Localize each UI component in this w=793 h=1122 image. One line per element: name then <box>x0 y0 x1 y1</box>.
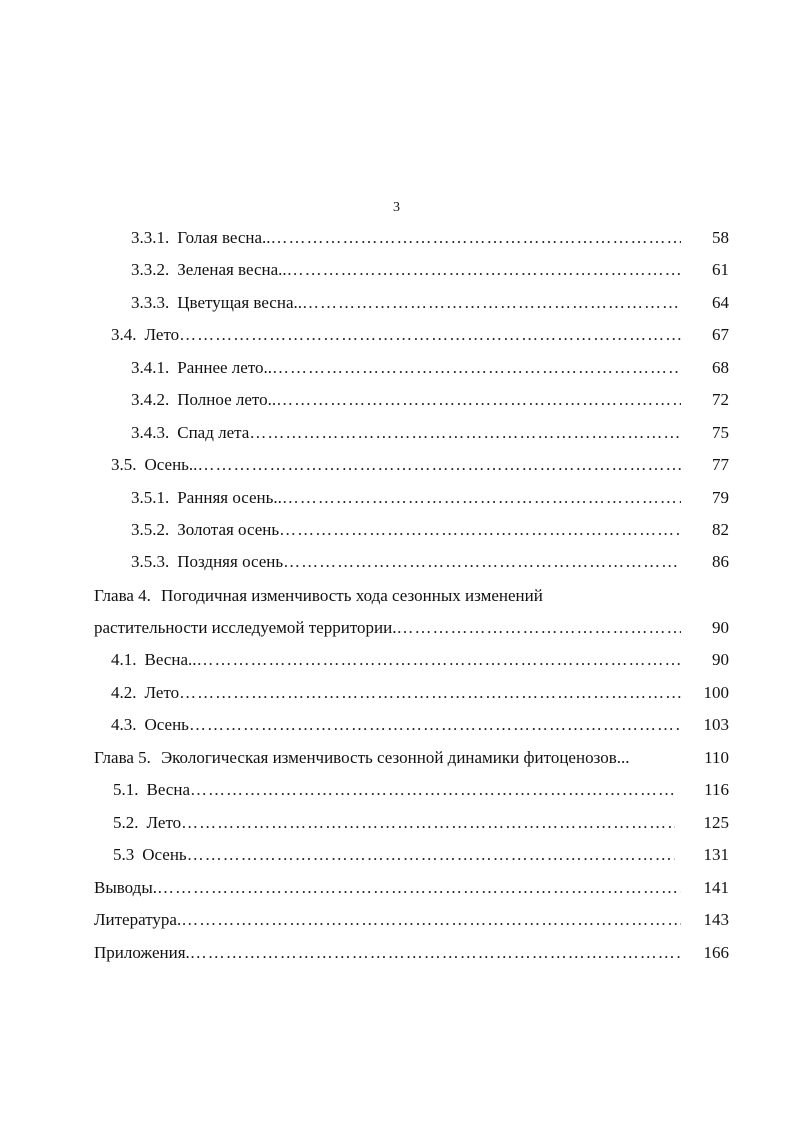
toc-entry-number: 3.4. <box>111 325 137 344</box>
toc-entry-number: 5.3 <box>113 845 135 864</box>
toc-entry-title: Приложения. <box>94 943 190 962</box>
toc-entry-number: 3.4.2. <box>131 390 170 409</box>
leader-dots <box>187 839 675 871</box>
toc-entry-number: 4.3. <box>111 715 137 734</box>
toc-entry-title: Лето <box>144 325 180 344</box>
toc-entry-number: 3.3.2. <box>131 260 170 279</box>
toc-entry-title: Голая весна.. <box>177 228 271 247</box>
toc-entry-title: Осень.. <box>144 455 198 474</box>
toc-entry <box>0 222 793 254</box>
toc-entry <box>0 449 793 481</box>
leader-dots <box>283 546 681 578</box>
toc-entry-title: Погодичная изменчивость хода сезонных изменений <box>160 586 543 605</box>
toc-entry-title-continued: растительности исследуемой территории. <box>94 618 397 637</box>
toc-entry-page: 67 <box>712 325 729 344</box>
leader-dots <box>271 222 681 254</box>
toc-entry-page: 166 <box>703 943 729 962</box>
leader-dots <box>190 774 675 806</box>
toc-entry-page: 61 <box>712 260 729 279</box>
leader-dots <box>197 644 682 676</box>
toc-entry-title: Ранняя осень.. <box>177 488 282 507</box>
page-number: 3 <box>393 200 400 215</box>
toc-entry <box>0 319 793 351</box>
toc-entry-page: 90 <box>712 650 729 669</box>
leader-dots <box>302 287 681 319</box>
toc-entry <box>0 352 793 384</box>
leader-dots <box>287 254 681 286</box>
toc-entry <box>0 417 793 449</box>
leader-dots <box>157 872 681 904</box>
toc-entry <box>0 546 793 578</box>
toc-entry-title: Весна <box>146 780 190 799</box>
toc-entry-page: 110 <box>704 748 729 767</box>
toc-entry-number: 5.1. <box>113 780 139 799</box>
leader-dots <box>279 514 681 546</box>
leader-dots <box>282 482 681 514</box>
leader-dots <box>179 677 681 709</box>
toc-entry-title: Раннее лето.. <box>177 358 273 377</box>
toc-entry <box>0 384 793 416</box>
toc-entry <box>0 709 793 741</box>
leader-dots <box>181 807 675 839</box>
toc-entry-number: 3.5.1. <box>131 488 170 507</box>
toc-entry <box>0 774 793 806</box>
toc-entry <box>0 904 793 936</box>
toc-entry-title: Цветущая весна.. <box>177 293 302 312</box>
toc-entry <box>0 514 793 546</box>
toc-entry-page: 143 <box>703 910 729 929</box>
toc-entry <box>0 644 793 676</box>
toc-entry-title: Золотая осень <box>177 520 280 539</box>
toc-entry <box>0 677 793 709</box>
toc-entry-title: Спад лета <box>177 423 250 442</box>
toc-entry-page: 125 <box>703 813 729 832</box>
leader-dots <box>197 449 681 481</box>
toc-entry-page: 77 <box>712 455 729 474</box>
toc-entry-page: 116 <box>704 780 729 799</box>
toc-entry-number: 5.2. <box>113 813 139 832</box>
toc-entry-number: 3.4.3. <box>131 423 170 442</box>
toc-entry-page: 100 <box>703 683 729 702</box>
toc-entry-title: Осень <box>144 715 189 734</box>
toc-entry-page: 72 <box>712 390 729 409</box>
toc-entry-page: 103 <box>703 715 729 734</box>
leader-dots <box>249 417 681 449</box>
toc-entry-number: 3.5.2. <box>131 520 170 539</box>
toc-entry-page: 58 <box>712 228 729 247</box>
toc-entry-number: 3.3.3. <box>131 293 170 312</box>
leader-dots <box>272 352 681 384</box>
toc-entry <box>0 612 793 644</box>
toc-entry-page: 131 <box>703 845 729 864</box>
leader-dots <box>396 612 681 644</box>
leader-dots <box>190 937 681 969</box>
toc-entry-page: 79 <box>712 488 729 507</box>
leader-dots <box>179 319 681 351</box>
toc-entry-title: Лето <box>144 683 180 702</box>
toc-entry-number: 3.3.1. <box>131 228 170 247</box>
chapter-heading <box>0 580 793 612</box>
toc-entry-number: Глава 5. <box>94 748 151 767</box>
toc-entry-title: Лето <box>146 813 182 832</box>
toc-entry-page: 90 <box>712 618 729 637</box>
toc-entry <box>0 839 793 871</box>
toc-entry-page: 82 <box>712 520 729 539</box>
chapter-heading <box>0 742 793 774</box>
toc-entry-number: 4.2. <box>111 683 137 702</box>
toc-entry <box>0 807 793 839</box>
toc-entry <box>0 254 793 286</box>
leader-dots <box>189 709 681 741</box>
toc-entry <box>0 872 793 904</box>
toc-entry-title: Выводы. <box>94 878 158 897</box>
toc-entry <box>0 937 793 969</box>
toc-entry-page: 86 <box>712 552 729 571</box>
toc-entry-title: Весна.. <box>144 650 197 669</box>
toc-entry-title: Зеленая весна.. <box>177 260 287 279</box>
leader-dots <box>276 384 681 416</box>
toc-entry <box>0 287 793 319</box>
toc-entry-number: 3.5.3. <box>131 552 170 571</box>
toc-entry-page: 75 <box>712 423 729 442</box>
toc-entry-title: Экологическая изменчивость сезонной динамики фитоценозов... <box>160 748 630 767</box>
toc-entry-title: Полное лето.. <box>177 390 277 409</box>
toc-entry-page: 141 <box>703 878 729 897</box>
toc-entry-title: Литература. <box>94 910 182 929</box>
leader-dots <box>181 904 681 936</box>
toc-entry <box>0 482 793 514</box>
toc-entry-page: 68 <box>712 358 729 377</box>
toc-entry-title: Осень <box>142 845 187 864</box>
toc-entry-number: 4.1. <box>111 650 137 669</box>
toc-entry-number: Глава 4. <box>94 586 151 605</box>
toc-entry-page: 64 <box>712 293 729 312</box>
toc-entry-number: 3.4.1. <box>131 358 170 377</box>
toc-entry-title: Поздняя осень <box>177 552 284 571</box>
toc-entry-number: 3.5. <box>111 455 137 474</box>
